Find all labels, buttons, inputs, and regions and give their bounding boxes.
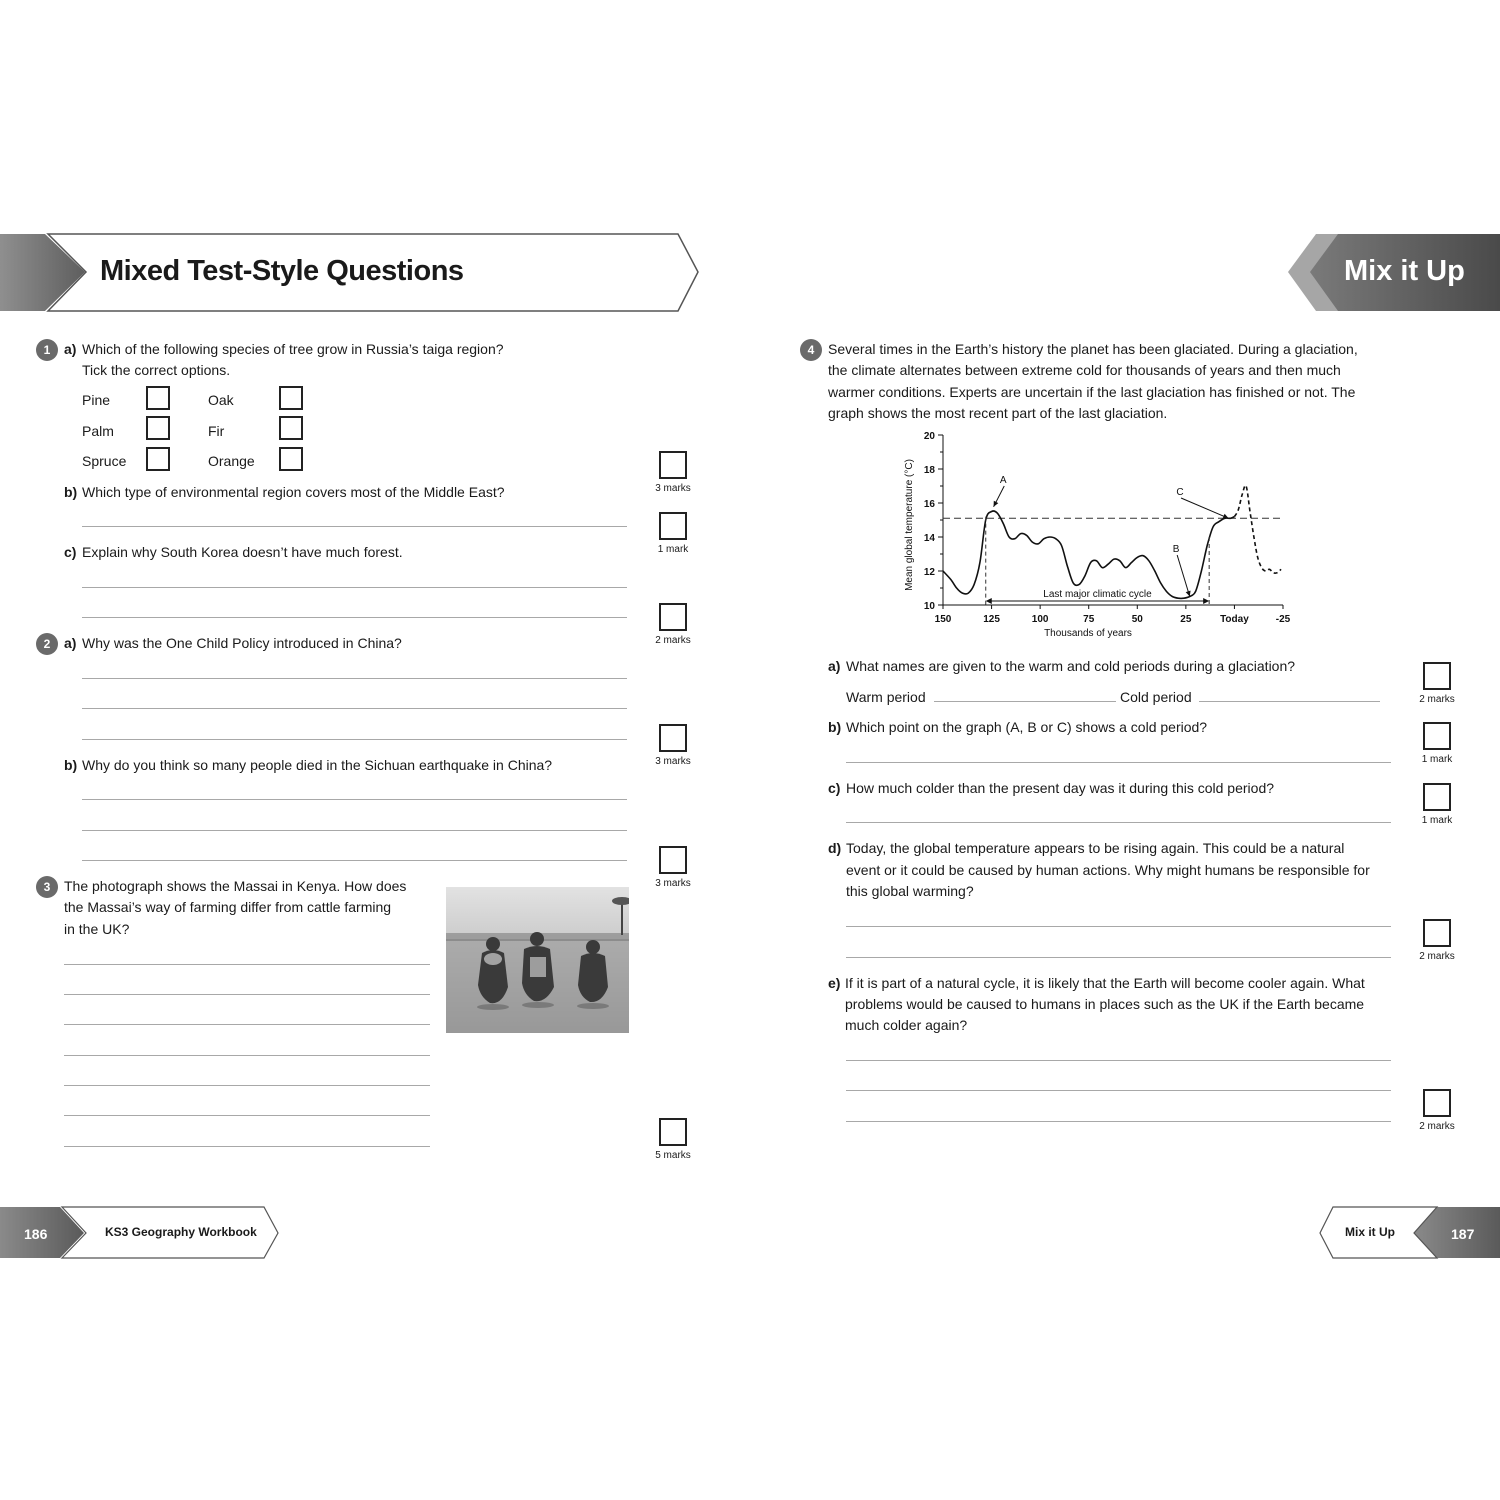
answer-line[interactable] (64, 1115, 430, 1116)
answer-line[interactable] (64, 1024, 430, 1025)
x-tick-label: Today (1220, 614, 1249, 625)
cycle-label: Last major climatic cycle (1043, 589, 1152, 600)
q4a-label: a) (828, 658, 841, 674)
q1c-text: Explain why South Korea doesn’t have much forest. (82, 544, 403, 560)
q3-text-line: in the UK? (64, 921, 130, 937)
q4-intro-line: warmer conditions. Experts are uncertain if the last glaciation has finished or not. The (828, 384, 1356, 400)
option-label: Orange (208, 453, 255, 469)
marks-box-q2a[interactable] (659, 724, 687, 752)
answer-line[interactable] (82, 739, 627, 740)
q4d-label: d) (828, 840, 842, 856)
marks-label: 3 marks (655, 878, 691, 889)
marks-box-q4d[interactable] (1423, 919, 1451, 947)
q2b-label: b) (64, 757, 78, 773)
marks-box-q1c[interactable] (659, 603, 687, 631)
q4e-text-line: If it is part of a natural cycle, it is likely that the Earth will become cooler again. What (845, 975, 1365, 991)
answer-line[interactable] (846, 926, 1391, 927)
glaciation-temperature-chart (895, 425, 1305, 650)
answer-line[interactable] (64, 1055, 430, 1056)
q1b-text: Which type of environmental region covers most of the Middle East? (82, 484, 505, 500)
cold-period-answer-line[interactable] (1199, 701, 1380, 702)
y-tick-label: 16 (923, 499, 935, 510)
answer-line[interactable] (82, 799, 627, 800)
q1a-text: Which of the following species of tree grow in Russia’s taiga region? (82, 341, 504, 357)
y-axis-label: Mean global temperature (°C) (904, 459, 915, 591)
marks-box-q4e[interactable] (1423, 1089, 1451, 1117)
q4-intro-line: Several times in the Earth’s history the planet has been glaciated. During a glaciation, (828, 341, 1358, 357)
answer-line[interactable] (82, 526, 627, 527)
q4d-text-line: Today, the global temperature appears to be rising again. This could be a natural (846, 840, 1345, 856)
x-axis-label: Thousands of years (1044, 628, 1132, 639)
marks-box-q4c[interactable] (1423, 783, 1451, 811)
q4-intro-line: the climate alternates between extreme cold for thousands of years and then much (828, 362, 1341, 378)
q3-text-line: the Massai’s way of farming differ from cattle farming (64, 899, 392, 915)
marks-label: 2 marks (655, 635, 691, 646)
footer-section-title: Mix it Up (1345, 1225, 1395, 1239)
point-b-arrowhead (1186, 591, 1191, 597)
marks-box-q2b[interactable] (659, 846, 687, 874)
q4d-text-line: this global warming? (846, 883, 974, 899)
answer-line[interactable] (82, 617, 627, 618)
marks-label: 2 marks (1419, 1121, 1455, 1132)
answer-line[interactable] (846, 957, 1391, 958)
q3-text-line: The photograph shows the Massai in Kenya. How does (64, 878, 407, 894)
marks-label: 1 mark (657, 544, 689, 555)
q4b-label: b) (828, 719, 842, 735)
answer-line[interactable] (82, 587, 627, 588)
marks-box-q1a[interactable] (659, 451, 687, 479)
answer-line[interactable] (64, 1146, 430, 1147)
q4c-label: c) (828, 780, 841, 796)
q2b-text: Why do you think so many people died in the Sichuan earthquake in China? (82, 757, 553, 773)
point-a-label: A (999, 475, 1007, 486)
marks-label: 2 marks (1419, 951, 1455, 962)
marks-box-q3[interactable] (659, 1118, 687, 1146)
marks-label: 3 marks (655, 756, 691, 767)
question-number-2: 2 (36, 633, 58, 655)
answer-line[interactable] (846, 1121, 1391, 1122)
footer-book-title: KS3 Geography Workbook (105, 1225, 257, 1239)
temperature-line (943, 511, 1234, 598)
y-tick-label: 18 (923, 465, 935, 476)
cycle-arrow-head-left (986, 598, 992, 604)
marks-box-q4a[interactable] (1423, 662, 1451, 690)
q4e-label: e) (828, 975, 841, 991)
marks-label: 1 mark (1421, 754, 1453, 765)
warm-period-label: Warm period (846, 689, 926, 705)
q4a-text: What names are given to the warm and cold periods during a glaciation? (846, 658, 1296, 674)
marks-box-q4b[interactable] (1423, 722, 1451, 750)
page-title: Mixed Test-Style Questions (100, 255, 464, 287)
point-c-label: C (1176, 487, 1184, 498)
x-tick-label: 50 (1131, 614, 1143, 625)
y-tick-label: 20 (923, 431, 935, 442)
x-tick-label: 75 (1083, 614, 1095, 625)
option-label: Spruce (82, 453, 127, 469)
answer-line[interactable] (64, 1085, 430, 1086)
tick-box-pine[interactable] (146, 386, 170, 410)
marks-label: 2 marks (1419, 694, 1455, 705)
q1a-label: a) (64, 341, 77, 357)
q4e-text-line: much colder again? (845, 1017, 968, 1033)
q4d-text-line: event or it could be caused by human actions. Why might humans be responsible for (846, 862, 1370, 878)
answer-line[interactable] (846, 762, 1391, 763)
q4-intro-line: graph shows the most recent part of the last glaciation. (828, 405, 1168, 421)
cold-period-label: Cold period (1120, 689, 1192, 705)
q1c-label: c) (64, 544, 77, 560)
tick-box-spruce[interactable] (146, 447, 170, 471)
q1b-label: b) (64, 484, 78, 500)
cycle-arrow-head-right (1203, 598, 1209, 604)
option-label: Palm (82, 423, 114, 439)
answer-line[interactable] (846, 822, 1391, 823)
massai-photograph (446, 887, 629, 1033)
x-tick-label: -25 (1275, 614, 1291, 625)
warm-period-answer-line[interactable] (934, 701, 1116, 702)
x-tick-label: 125 (983, 614, 1000, 625)
q2a-text: Why was the One Child Policy introduced in China? (82, 635, 402, 651)
option-label: Pine (82, 392, 111, 408)
tick-box-oak[interactable] (279, 386, 303, 410)
option-label: Oak (208, 392, 234, 408)
right-page-number: 187 (1451, 1226, 1475, 1242)
answer-line[interactable] (82, 860, 627, 861)
y-tick-label: 14 (923, 533, 935, 544)
x-tick-label: 150 (934, 614, 952, 625)
tick-box-fir[interactable] (279, 416, 303, 440)
question-number-3: 3 (36, 876, 58, 898)
q2a-label: a) (64, 635, 77, 651)
tick-box-palm[interactable] (146, 416, 170, 440)
answer-line[interactable] (64, 964, 430, 965)
marks-label: 5 marks (655, 1150, 691, 1161)
point-b-pointer (1177, 555, 1190, 597)
q4b-text: Which point on the graph (A, B or C) shows a cold period? (846, 719, 1208, 735)
question-number-4: 4 (800, 339, 822, 361)
question-number-1: 1 (36, 339, 58, 361)
future-temperature-line (1234, 485, 1281, 573)
y-tick-label: 10 (923, 601, 935, 612)
left-page-number: 186 (24, 1226, 48, 1242)
answer-line[interactable] (846, 1060, 1391, 1061)
point-b-label: B (1172, 544, 1180, 555)
answer-line[interactable] (64, 994, 430, 995)
point-c-pointer (1181, 498, 1229, 518)
q4c-text: How much colder than the present day was it during this cold period? (846, 780, 1275, 796)
answer-line[interactable] (82, 678, 627, 679)
answer-line[interactable] (82, 830, 627, 831)
q4e-text-line: problems would be caused to humans in places such as the UK if the Earth became (845, 996, 1365, 1012)
marks-label: 1 mark (1421, 815, 1453, 826)
q1a-instruction: Tick the correct options. (82, 362, 231, 378)
marks-box-q1b[interactable] (659, 512, 687, 540)
answer-line[interactable] (82, 708, 627, 709)
answer-line[interactable] (846, 1090, 1391, 1091)
x-tick-label: 25 (1180, 614, 1192, 625)
tick-box-orange[interactable] (279, 447, 303, 471)
y-tick-label: 12 (923, 567, 935, 578)
marks-label: 3 marks (655, 483, 691, 494)
x-tick-label: 100 (1031, 614, 1049, 625)
section-title: Mix it Up (1344, 255, 1465, 287)
option-label: Fir (208, 423, 225, 439)
